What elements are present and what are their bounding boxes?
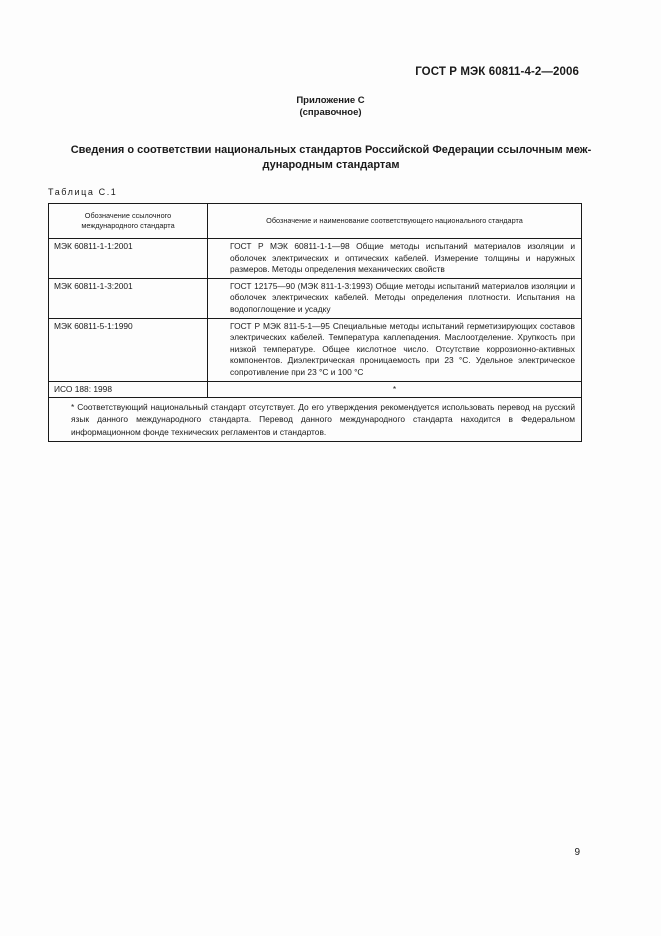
reference-standard-cell: МЭК 60811-1-1:2001 [49, 239, 208, 279]
table-footnote-text: * Соответствующий национальный стандарт отсутствует. До его утверждения рекомендуется использовать перевод на русский язык данного международного стандарта. Перевод данного международного стандарта находится в Федеральном информационном фонде технических регламентов и стандартов. [71, 402, 575, 437]
national-standard-text: ГОСТ Р МЭК 60811-1-1—98 Общие методы испытаний материалов изоляции и оболочек электрических и оптических кабелей. Измерение толщины и наружных размеров. Методы определения механических свойств [230, 241, 575, 275]
national-standard-cell: * [208, 381, 582, 398]
reference-standard-cell: МЭК 60811-1-3:2001 [49, 278, 208, 318]
page-number: 9 [574, 847, 580, 858]
table-header-row [49, 204, 582, 239]
appendix-title [0, 95, 661, 119]
national-standard-text: ГОСТ 12175—90 (МЭК 811-1-3:1993) Общие методы испытаний материалов изоляции и оболочек электрических кабелей. Методы определения плотности. Испытания на водопоглощение и усадку [230, 280, 575, 314]
table-header-reference-standard [49, 204, 208, 239]
table-label: Таблица С.1 [48, 187, 118, 197]
section-heading [48, 143, 614, 173]
reference-standard-cell: МЭК 60811-5-1:1990 [49, 318, 208, 381]
table-footnote-row [49, 398, 582, 442]
document-code: ГОСТ Р МЭК 60811-4-2—2006 [415, 66, 579, 78]
appendix-title-main: Приложение С [296, 95, 365, 106]
national-standard-cell [208, 318, 582, 381]
table-row [49, 239, 582, 279]
national-standard-cell [208, 278, 582, 318]
appendix-title-subtitle: (справочное) [299, 107, 362, 118]
table-footnote [49, 398, 582, 442]
section-heading-line-1: Сведения о соответствии национальных стандартов Российской Федерации ссылочным меж- [70, 144, 592, 156]
table-row [49, 381, 582, 398]
table-row [49, 278, 582, 318]
national-standard-cell [208, 239, 582, 279]
national-standard-text: ГОСТ Р МЭК 811-5-1—95 Специальные методы испытаний герметизирующих составов электрических кабелей. Температура каплепадения. Маслоотделение. Хрупкость при низкой температуре. Общее кислотное число. Отсутствие коррозионно-активных компонентов. Диэлектрическая проницаемость при 23 °С. Удельное электрическое сопротивление при 23 °С и 100 °С [230, 320, 575, 377]
table-header-national-standard: Обозначение и наименование соответствующего национального стандарта [208, 204, 582, 239]
section-heading-line-2: дународным стандартам [262, 159, 400, 171]
reference-standard-cell: ИСО 188: 1998 [49, 381, 208, 398]
table-row [49, 318, 582, 381]
correspondence-table [48, 203, 582, 442]
header-col1-line-2: международного стандарта [81, 221, 175, 230]
header-col1-line-1: Обозначение ссылочного [84, 211, 172, 220]
